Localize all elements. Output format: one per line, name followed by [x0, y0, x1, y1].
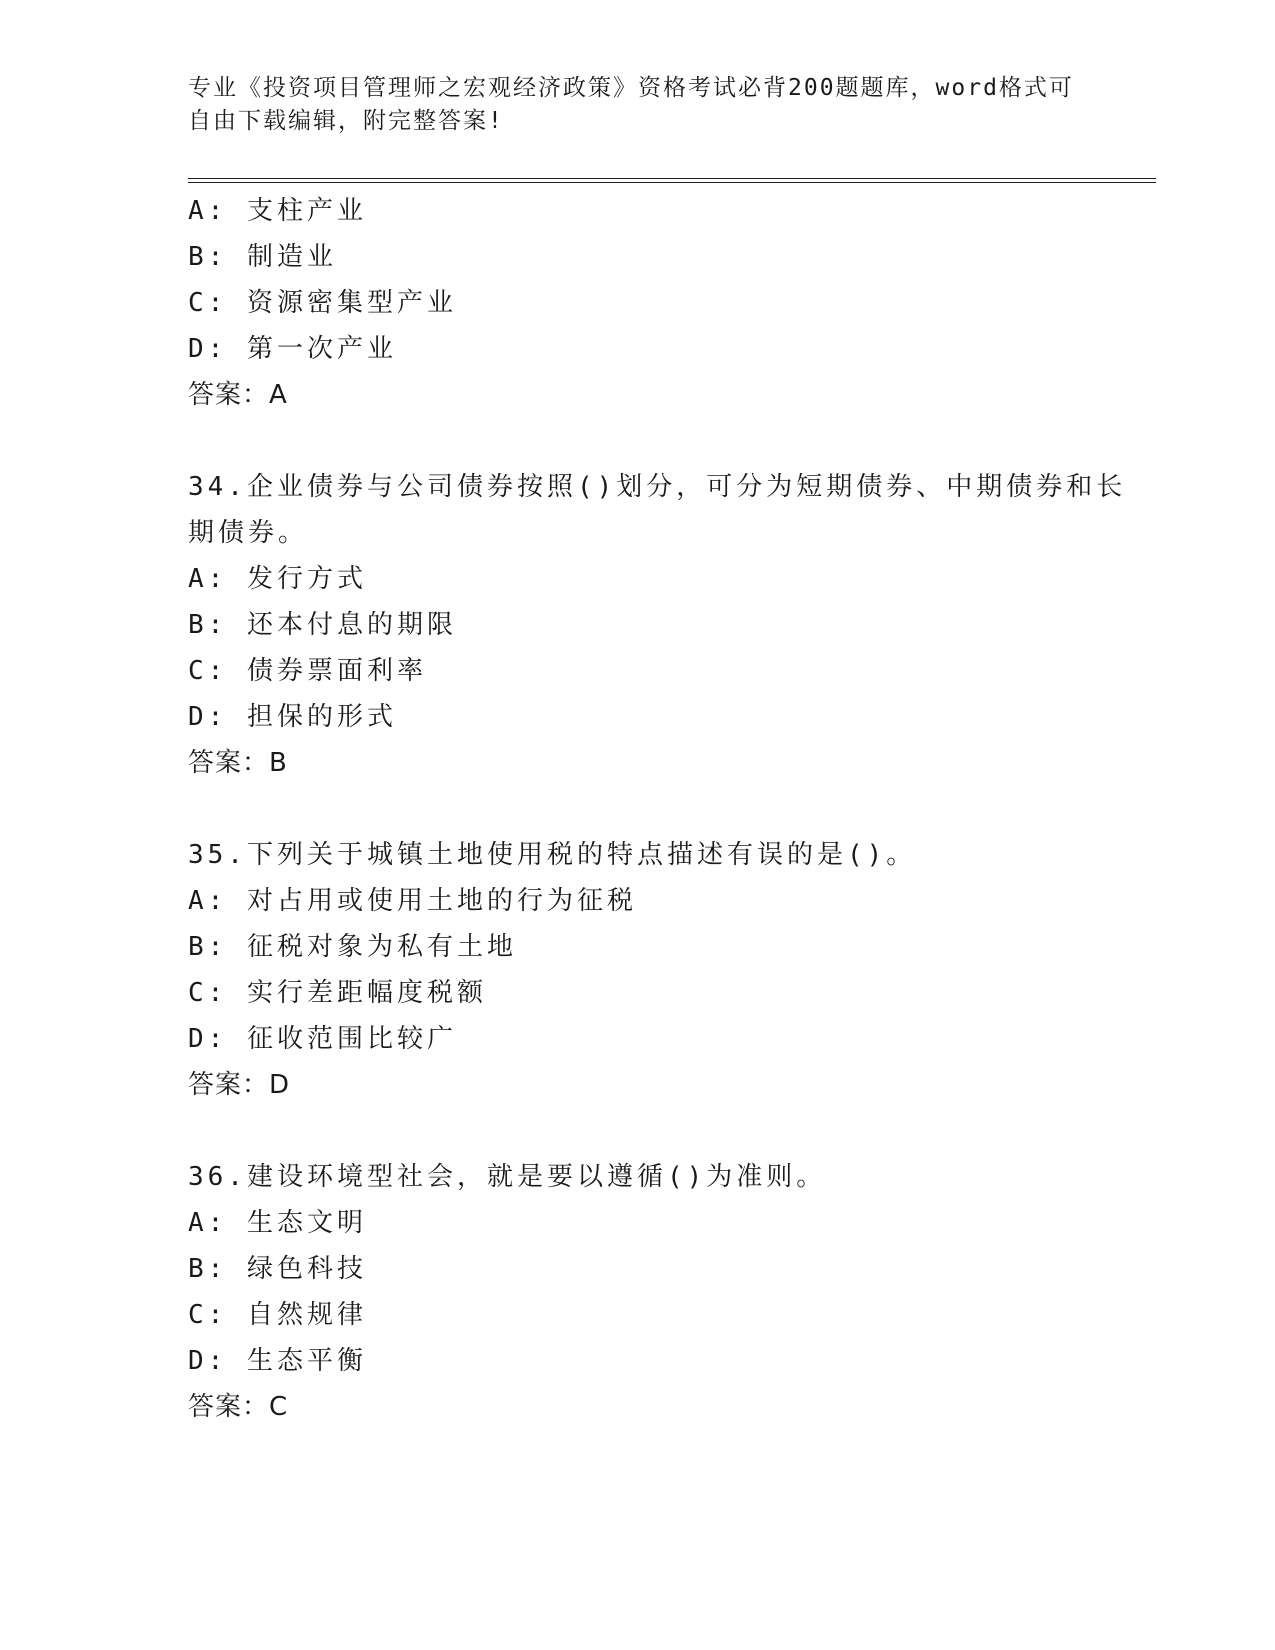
option-b: B: 征税对象为私有土地 — [188, 932, 517, 962]
option-d: D: 生态平衡 — [188, 1346, 367, 1376]
question-35 — [188, 832, 1148, 1108]
spacer — [188, 786, 1148, 832]
answer-line: 答案：D — [188, 1070, 291, 1100]
document-header — [188, 72, 1088, 138]
option-c: C: 资源密集型产业 — [188, 288, 457, 318]
question-36 — [188, 1154, 1148, 1430]
header-divider — [188, 178, 1156, 183]
option-b: B: 绿色科技 — [188, 1254, 367, 1284]
answer-line: 答案：A — [188, 380, 288, 410]
question-33 — [188, 188, 1148, 418]
question-text-line-2: 期债券。 — [188, 518, 309, 548]
option-d: D: 征收范围比较广 — [188, 1024, 457, 1054]
option-d: D: 担保的形式 — [188, 702, 397, 732]
option-a: A: 对占用或使用土地的行为征税 — [188, 886, 637, 916]
answer-line: 答案：C — [188, 1392, 289, 1422]
question-text-line-1: 34.企业债券与公司债券按照()划分，可分为短期债券、中期债券和长 — [188, 472, 1127, 502]
header-line-2: 自由下载编辑，附完整答案! — [188, 108, 504, 134]
answer-line: 答案：B — [188, 748, 288, 778]
option-c: C: 自然规律 — [188, 1300, 367, 1330]
question-list — [188, 188, 1148, 1430]
header-line-1: 专业《投资项目管理师之宏观经济政策》资格考试必背200题题库，word格式可 — [188, 75, 1074, 101]
option-a: A: 发行方式 — [188, 564, 367, 594]
option-b: B: 还本付息的期限 — [188, 610, 457, 640]
option-d: D: 第一次产业 — [188, 334, 397, 364]
spacer — [188, 418, 1148, 464]
option-a: A: 生态文明 — [188, 1208, 367, 1238]
option-c: C: 债券票面利率 — [188, 656, 427, 686]
option-b: B: 制造业 — [188, 242, 337, 272]
question-text-line-1: 35.下列关于城镇土地使用税的特点描述有误的是()。 — [188, 840, 917, 870]
option-a: A: 支柱产业 — [188, 196, 367, 226]
spacer — [188, 1108, 1148, 1154]
option-c: C: 实行差距幅度税额 — [188, 978, 487, 1008]
question-34 — [188, 464, 1148, 786]
question-text-line-1: 36.建设环境型社会，就是要以遵循()为准则。 — [188, 1162, 827, 1192]
